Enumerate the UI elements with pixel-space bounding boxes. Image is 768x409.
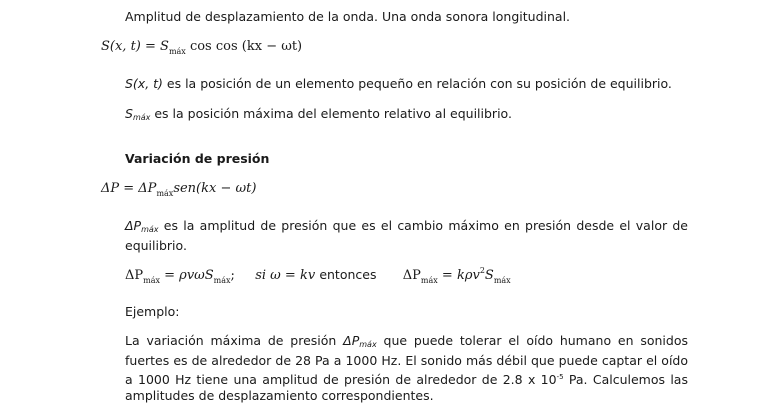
problem-exponent: -5 [556, 373, 564, 381]
definition-smax-text: es la posición máxima del elemento relativo al equilibrio. [150, 106, 512, 121]
amplitude-relation-part2-rhs: = kρv [437, 268, 480, 283]
pressure-equation-rhs: sen(kx − ωt) [173, 181, 257, 196]
amplitude-relation-part1-rhs: = ρvωS [160, 268, 214, 283]
definition-pmax-symbol: ΔP [125, 218, 142, 233]
definition-s-symbol: S(x, t) [125, 76, 163, 91]
definition-s-text: es la posición de un elemento pequeño en relación con su posición de equilibrio. [162, 76, 672, 91]
amplitude-relation-part2-subscript: máx [420, 276, 438, 285]
problem-mid: que puede tolerar el oído humano en sonidos fuertes es de alrededor de 28 Pa a 1000 Hz. El sonido más débil que puede captar el oído a 1000 Hz tiene una amplitud de presión de alrededor de 2.8 x 10 [125, 333, 688, 387]
pressure-equation-lhs: ΔP = ΔP [101, 181, 157, 196]
pressure-equation [101, 181, 256, 197]
example-label-text: Ejemplo: [125, 304, 180, 319]
amplitude-relation-separator: ; [230, 268, 235, 283]
amplitude-relation-condition: si ω = kv [255, 268, 316, 283]
amplitude-relation-part2: ΔP [402, 268, 421, 283]
problem-post: Pa. Calculemos las amplitudes de desplazamiento correspondientes. [125, 372, 688, 403]
amplitude-relation-part2-superscript: 2 [479, 266, 485, 275]
amplitude-relation-part2-tail-subscript: máx [493, 276, 511, 285]
pressure-equation-lhs-subscript: máx [156, 189, 174, 198]
example-label [125, 304, 180, 320]
amplitude-relation-part2-tail: S [484, 268, 494, 283]
intro-text-content: Amplitud de desplazamiento de la onda. Una onda sonora longitudinal. [125, 9, 571, 24]
amplitude-relation-part1-rhs-subscript: máx [213, 276, 231, 285]
intro-text [125, 9, 570, 25]
amplitude-relation-part1: ΔP [125, 268, 144, 283]
displacement-equation-lhs: S(x, t) = S [101, 39, 169, 54]
problem-symbol-subscript: máx [359, 340, 377, 349]
problem-pre: La variación máxima de presión [125, 333, 344, 348]
problem-symbol: ΔP [343, 333, 360, 348]
displacement-equation-rhs: cos cos (kx − ωt) [189, 39, 303, 54]
displacement-equation [101, 39, 302, 55]
definition-pmax [125, 218, 688, 254]
definition-pmax-text: es la amplitud de presión que es el cambio máximo en presión desde el valor de equilibrio. [125, 218, 688, 253]
section-heading-text: Variación de presión [125, 151, 270, 166]
definition-s [125, 76, 672, 92]
displacement-equation-lhs-subscript: máx [168, 47, 186, 56]
definition-smax-subscript: máx [132, 113, 151, 122]
definition-pmax-subscript: máx [141, 225, 159, 234]
amplitude-relation-equation [125, 267, 511, 284]
section-heading [125, 151, 269, 167]
definition-smax-symbol: S [125, 106, 133, 121]
amplitude-relation-then: entonces [319, 267, 377, 282]
definition-smax [125, 106, 512, 126]
problem-paragraph [125, 333, 688, 404]
amplitude-relation-part1-subscript: máx [143, 276, 161, 285]
